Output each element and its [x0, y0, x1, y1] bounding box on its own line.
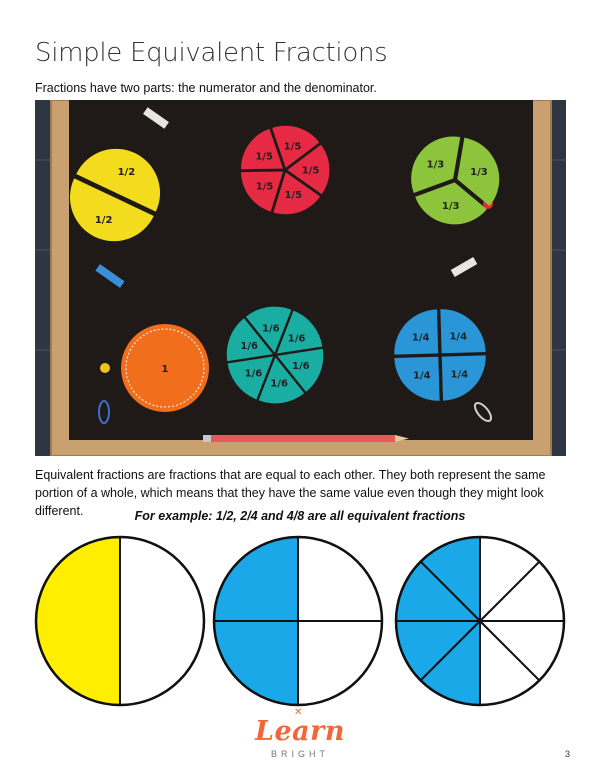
definition-paragraph: Equivalent fractions are fractions that are equal to each other. They both represent the same portion of a whole, which means that they have the same value even though they might look different. — [35, 468, 546, 518]
orange-fraction-pie — [121, 324, 209, 412]
pie-label: 1/5 — [283, 141, 302, 153]
pie-label: 1/6 — [287, 333, 306, 345]
pie-label: 1/4 — [450, 369, 469, 381]
fraction-circle-quarters — [214, 537, 382, 705]
fraction-circles — [30, 534, 575, 712]
fraction-circle-half — [36, 537, 204, 705]
shaded-slice — [36, 537, 120, 705]
pie-label: 1/5 — [255, 151, 273, 163]
pie-label: 1/4 — [411, 332, 430, 344]
pie-label: 1/3 — [470, 167, 488, 179]
chalkboard-illustration — [35, 100, 566, 456]
pie-label: 1/5 — [284, 190, 303, 202]
pie-label: 1/6 — [292, 361, 310, 373]
pie-label: 1/2 — [94, 215, 113, 227]
pencil-icon — [203, 435, 409, 442]
page-title: Simple Equivalent Fractions — [35, 38, 388, 68]
pie-label: 1/3 — [426, 159, 445, 171]
logo-mark-icon: ✕ — [294, 707, 303, 718]
pie-label: 1 — [161, 364, 169, 375]
pie-label: 1/6 — [244, 368, 263, 380]
pie-label: 1/4 — [449, 331, 468, 343]
logo-word: Learn — [254, 716, 345, 747]
pie-label: 1/6 — [240, 340, 258, 352]
pie-label: 1/3 — [441, 201, 460, 213]
pie-label: 1/6 — [261, 323, 280, 335]
fraction-circle-eighths — [396, 537, 564, 705]
learn-bright-logo — [244, 707, 356, 766]
fraction-photo — [35, 100, 566, 456]
pie-label: 1/6 — [270, 378, 289, 390]
empty-slice — [120, 537, 204, 705]
example-line: For example: 1/2, 2/4 and 4/8 are all equivalent fractions — [134, 509, 466, 523]
pie-label: 1/2 — [117, 166, 136, 178]
page-number: 3 — [564, 749, 570, 759]
pie-label: 1/4 — [412, 370, 431, 382]
pie-label: 1/5 — [255, 181, 274, 193]
intro-text: Fractions have two parts: the numerator and the denominator. — [35, 81, 377, 95]
logo-subword: BRIGHT — [270, 749, 329, 759]
pie-label: 1/5 — [301, 165, 320, 177]
pushpin-icon — [100, 363, 110, 373]
